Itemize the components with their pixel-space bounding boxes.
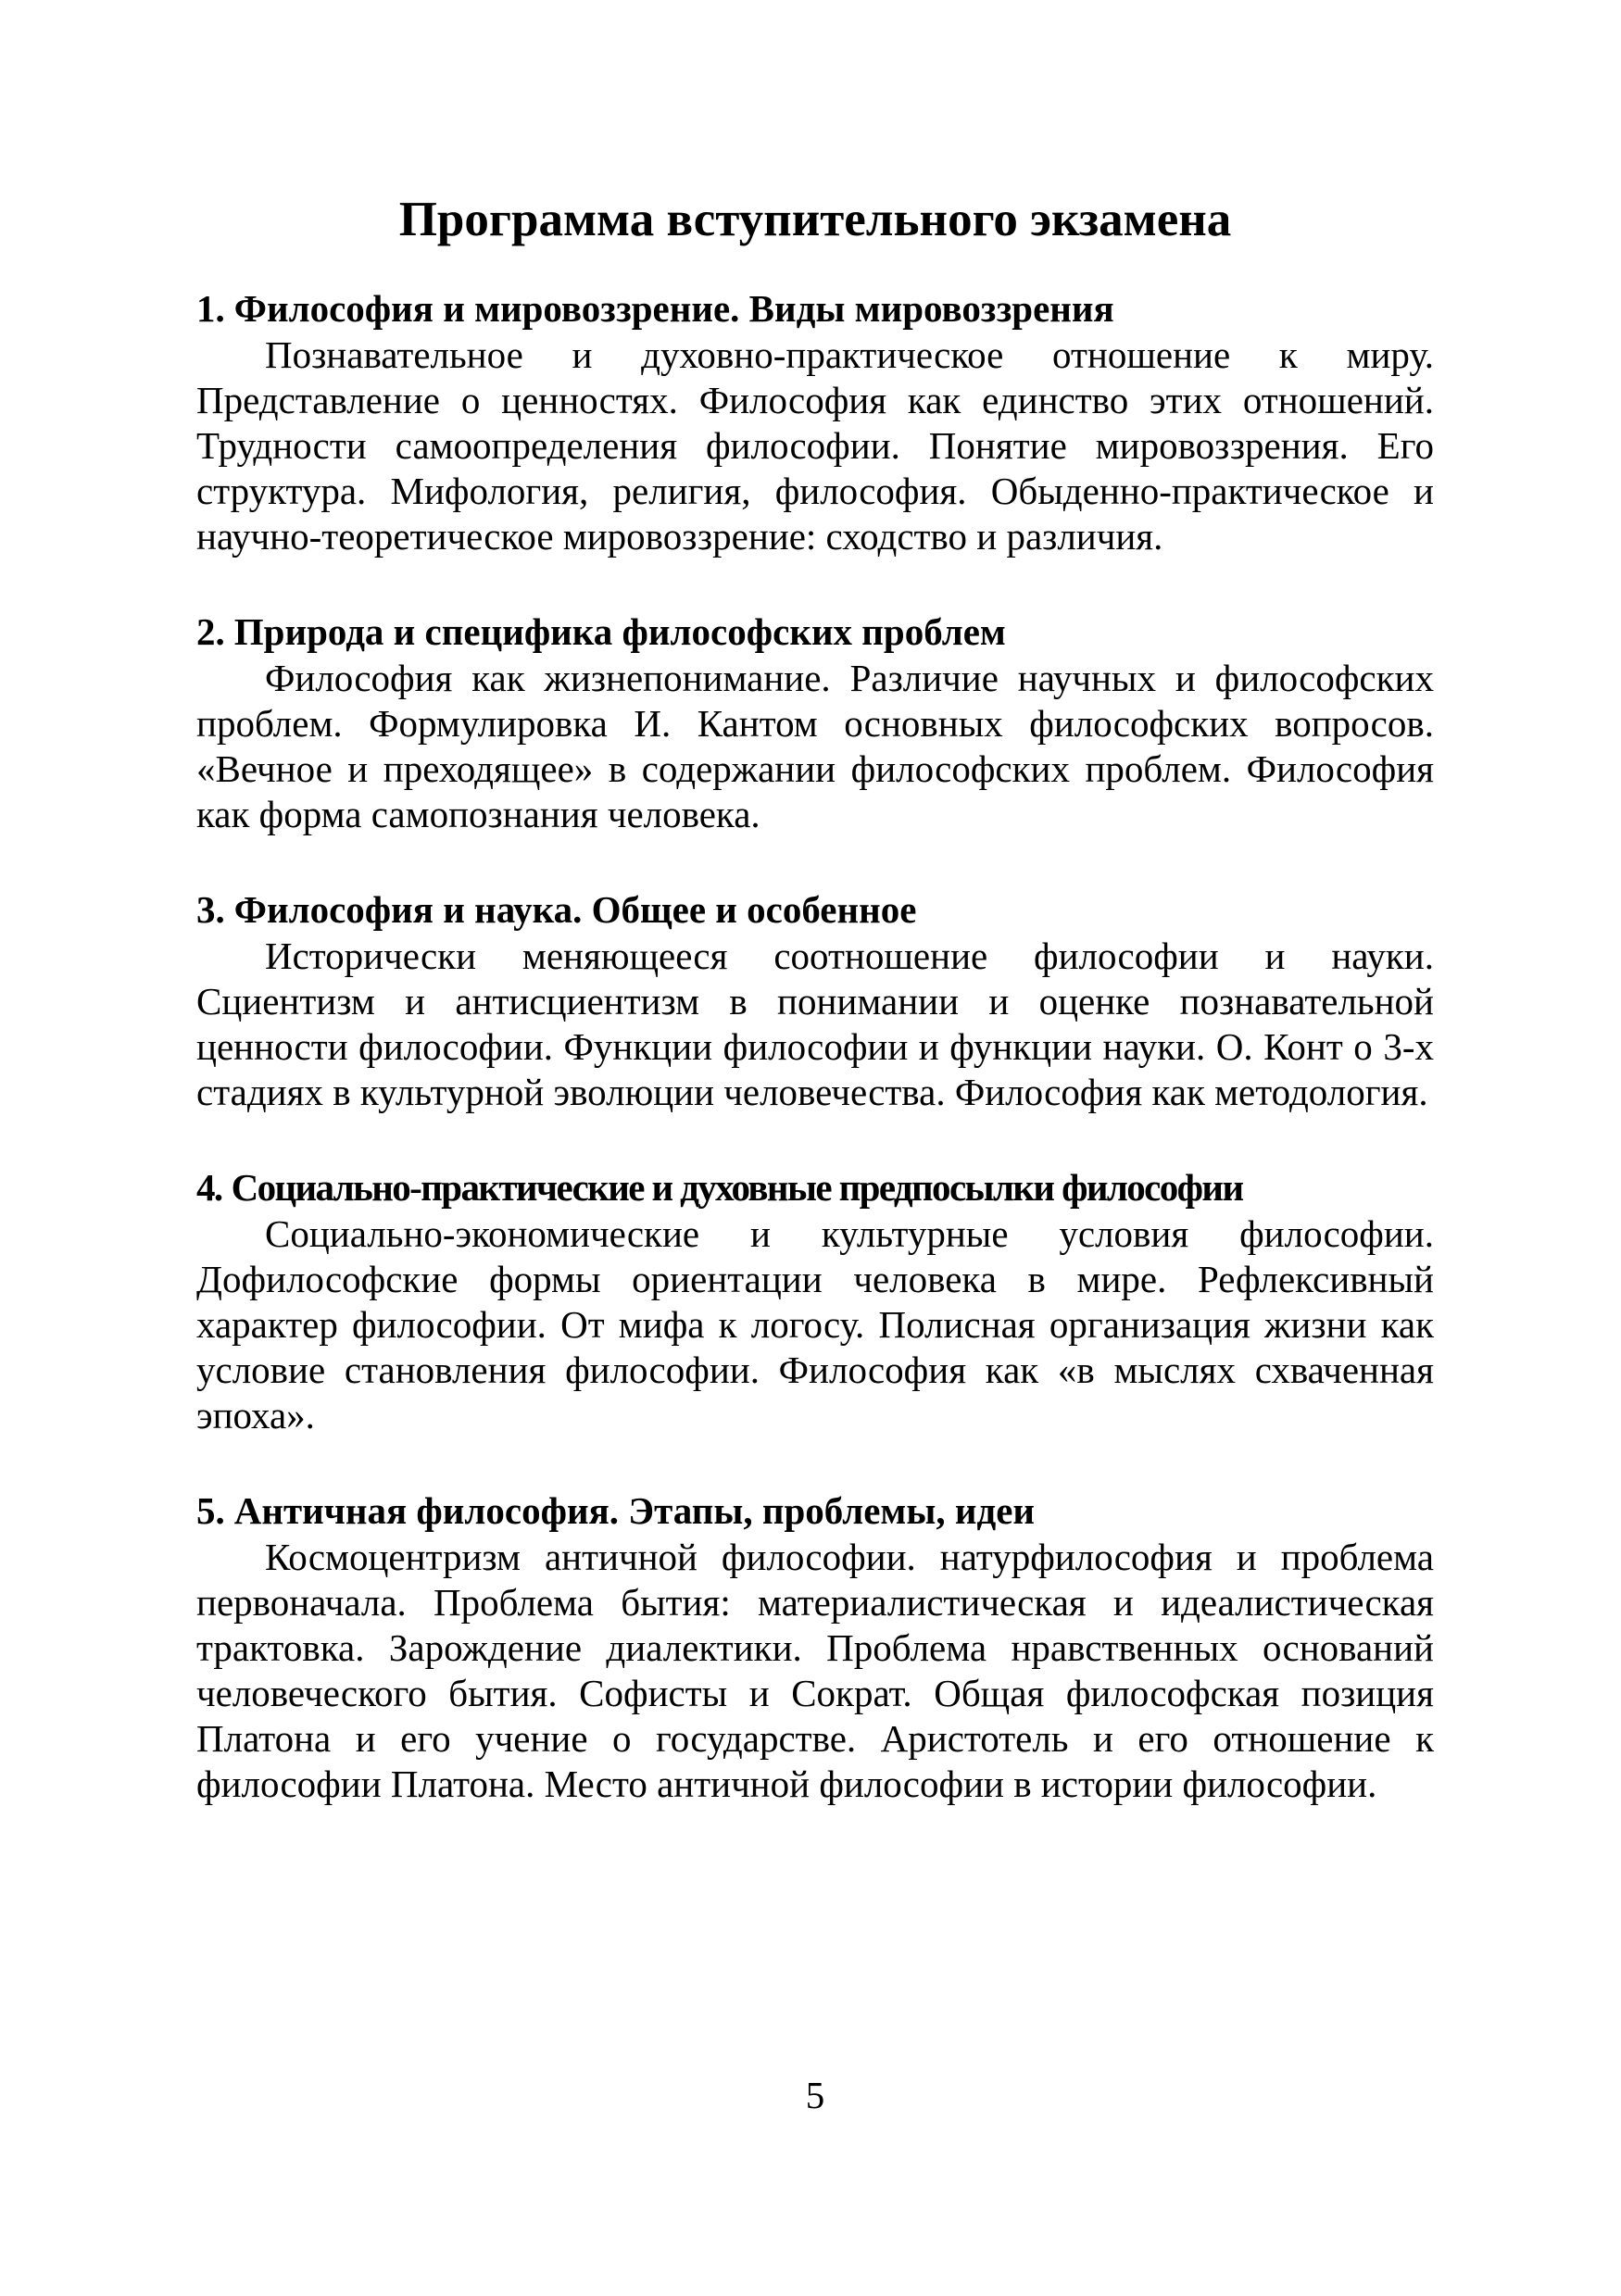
section-number: 3. [196, 888, 225, 931]
section-body: Философия как жизнепонимание. Различие научных и философских проблем. Формулировка И. Кантом основных философских вопросов. «Вечное и преходящее» в содержании философских проблем. Философия как форма самопознания человека. [196, 657, 1434, 835]
section-heading [196, 284, 1434, 332]
section-body: Исторически меняющееся соотношение философии и науки. Сциентизм и антисциентизм в понимании и оценке познавательной ценности философии. Функции философии и функции науки. О. Конт о 3-х стадиях в культурной эволюции человечества. Философия как методология. [196, 935, 1434, 1113]
section-number: 5. [196, 1489, 225, 1532]
section-heading-text: Природа и специфика философских проблем [233, 610, 1006, 653]
section-body: Космоцентризм античной философии. натурфилософия и проблема первоначала. Проблема бытия: материалистическая и идеалистическая трактовка. Зарождение диалектики. Проблема нравственных оснований человеческого бытия. Софисты и Сократ. Общая философская позиция Платона и его учение о государстве. Аристотель и его отношение к философии Платона. Место античной философии в истории философии. [196, 1536, 1434, 1805]
section-heading-text: Античная философия. Этапы, проблемы, идеи [233, 1489, 1036, 1532]
section-heading [196, 608, 1434, 656]
page-title: Программа вступительного экзамена [398, 193, 1232, 246]
page-number: 5 [805, 2074, 825, 2116]
section-3 [196, 885, 1434, 1115]
section-body: Социально-экономические и культурные условия философии. Дофилософские формы ориентации человека в мире. Рефлексивный характер философии. От мифа к логосу. Полисная организация жизни как условие становления философии. Философия как «в мыслях схваченная эпоха». [196, 1212, 1434, 1437]
section-1 [196, 284, 1434, 559]
section-heading-text: Философия и наука. Общее и особенное [233, 888, 917, 931]
section-heading-text: Социально-практические и духовные предпосылки философии [231, 1166, 1243, 1209]
section-list [196, 284, 1434, 1855]
section-number: 1. [196, 287, 225, 330]
section-body: Познавательное и духовно-практическое отношение к миру. Представление о ценностях. Философия как единство этих отношений. Трудности самоопределения философии. Понятие мировоззрения. Его структура. Мифология, религия, философия. Обыденно-практическое и научно-теоретическое мировоззрение: сходство и различия. [196, 333, 1434, 558]
section-heading-text: Философия и мировоззрение. Виды мировоззрения [233, 287, 1114, 330]
section-number: 4. [196, 1166, 222, 1209]
document-page [196, 0, 1434, 2296]
section-5 [196, 1487, 1434, 1807]
section-4 [196, 1163, 1434, 1438]
section-2 [196, 608, 1434, 837]
section-heading [196, 1487, 1434, 1535]
section-number: 2. [196, 610, 225, 653]
section-heading [196, 885, 1434, 934]
section-heading [196, 1163, 1434, 1211]
